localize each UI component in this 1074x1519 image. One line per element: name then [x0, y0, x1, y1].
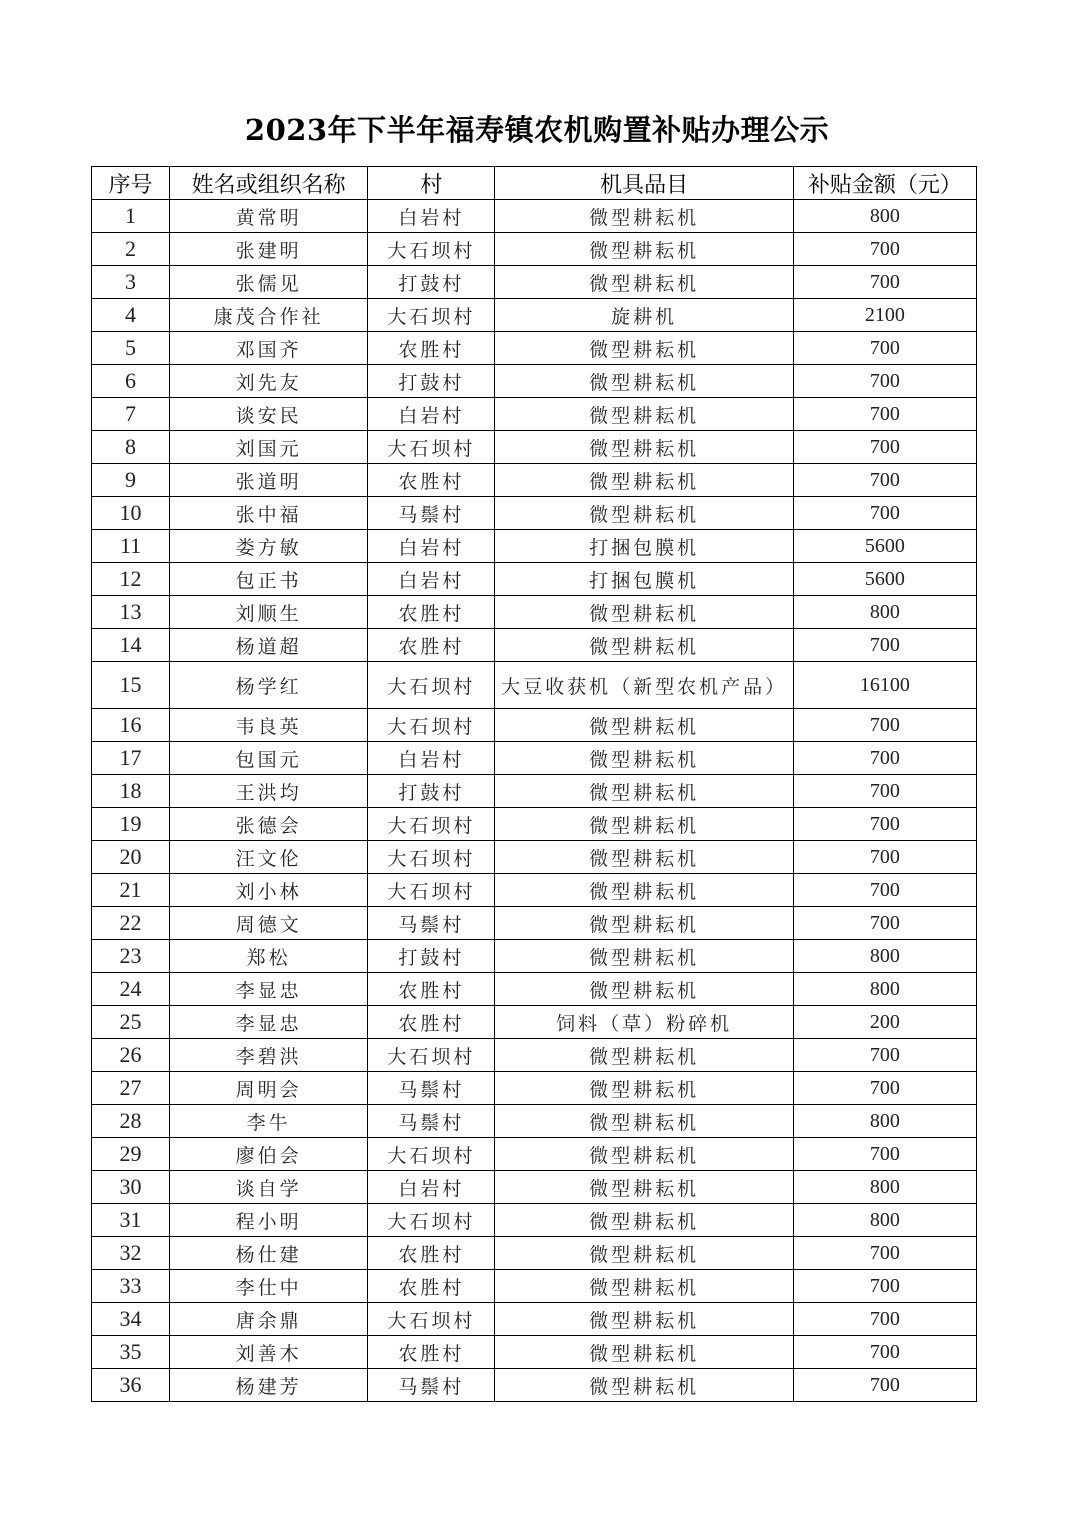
table-row — [92, 1171, 977, 1204]
cell-serial: 1 — [92, 200, 170, 233]
cell-serial: 26 — [92, 1039, 170, 1072]
cell-name: 李显忠 — [170, 1006, 368, 1039]
cell-amount: 700 — [793, 464, 976, 497]
cell-machine: 微型耕耘机 — [495, 1237, 793, 1270]
cell-name: 包正书 — [170, 563, 368, 596]
cell-machine: 微型耕耘机 — [495, 1138, 793, 1171]
table-row — [92, 497, 977, 530]
table-row — [92, 907, 977, 940]
table-row — [92, 1237, 977, 1270]
table-row — [92, 662, 977, 709]
cell-machine: 微型耕耘机 — [495, 1336, 793, 1369]
cell-amount: 700 — [793, 431, 976, 464]
table-row — [92, 1303, 977, 1336]
cell-name: 娄方敏 — [170, 530, 368, 563]
cell-amount: 700 — [793, 1336, 976, 1369]
cell-machine: 微型耕耘机 — [495, 1171, 793, 1204]
cell-name: 汪文伦 — [170, 841, 368, 874]
cell-amount: 800 — [793, 973, 976, 1006]
cell-machine: 微型耕耘机 — [495, 841, 793, 874]
cell-machine: 微型耕耘机 — [495, 1039, 793, 1072]
cell-name: 黄常明 — [170, 200, 368, 233]
cell-amount: 700 — [793, 266, 976, 299]
cell-name: 刘善木 — [170, 1336, 368, 1369]
table-row — [92, 563, 977, 596]
cell-machine: 微型耕耘机 — [495, 940, 793, 973]
cell-village: 大石坝村 — [368, 1303, 495, 1336]
cell-amount: 800 — [793, 1171, 976, 1204]
cell-village: 白岩村 — [368, 398, 495, 431]
cell-machine: 微型耕耘机 — [495, 365, 793, 398]
table-header-row — [92, 167, 977, 200]
table-row — [92, 1072, 977, 1105]
cell-village: 大石坝村 — [368, 431, 495, 464]
cell-amount: 700 — [793, 332, 976, 365]
cell-serial: 32 — [92, 1237, 170, 1270]
cell-amount: 700 — [793, 1138, 976, 1171]
table-row — [92, 1204, 977, 1237]
cell-village: 马鬃村 — [368, 1072, 495, 1105]
cell-machine: 微型耕耘机 — [495, 1369, 793, 1402]
cell-village: 打鼓村 — [368, 940, 495, 973]
table-row — [92, 775, 977, 808]
cell-machine: 微型耕耘机 — [495, 464, 793, 497]
cell-name: 周德文 — [170, 907, 368, 940]
cell-name: 郑松 — [170, 940, 368, 973]
cell-village: 马鬃村 — [368, 1105, 495, 1138]
cell-village: 农胜村 — [368, 596, 495, 629]
cell-machine: 微型耕耘机 — [495, 431, 793, 464]
cell-machine: 微型耕耘机 — [495, 874, 793, 907]
cell-machine: 微型耕耘机 — [495, 233, 793, 266]
cell-machine: 微型耕耘机 — [495, 709, 793, 742]
cell-amount: 700 — [793, 1369, 976, 1402]
cell-machine: 微型耕耘机 — [495, 907, 793, 940]
header-amount: 补贴金额（元） — [793, 167, 976, 200]
cell-machine: 微型耕耘机 — [495, 398, 793, 431]
cell-name: 廖伯会 — [170, 1138, 368, 1171]
cell-amount: 700 — [793, 398, 976, 431]
cell-machine: 微型耕耘机 — [495, 1303, 793, 1336]
cell-machine: 微型耕耘机 — [495, 200, 793, 233]
cell-name: 张道明 — [170, 464, 368, 497]
cell-name: 张儒见 — [170, 266, 368, 299]
table-row — [92, 431, 977, 464]
cell-name: 杨学红 — [170, 662, 368, 709]
cell-amount: 700 — [793, 1270, 976, 1303]
cell-serial: 34 — [92, 1303, 170, 1336]
cell-amount: 200 — [793, 1006, 976, 1039]
cell-serial: 29 — [92, 1138, 170, 1171]
cell-machine: 微型耕耘机 — [495, 1270, 793, 1303]
cell-amount: 700 — [793, 365, 976, 398]
cell-village: 打鼓村 — [368, 266, 495, 299]
cell-machine: 饲料（草）粉碎机 — [495, 1006, 793, 1039]
cell-serial: 7 — [92, 398, 170, 431]
cell-amount: 700 — [793, 497, 976, 530]
cell-name: 李仕中 — [170, 1270, 368, 1303]
table-row — [92, 841, 977, 874]
cell-serial: 6 — [92, 365, 170, 398]
cell-machine: 打捆包膜机 — [495, 530, 793, 563]
cell-serial: 16 — [92, 709, 170, 742]
table-row — [92, 266, 977, 299]
header-serial: 序号 — [92, 167, 170, 200]
cell-village: 农胜村 — [368, 464, 495, 497]
cell-serial: 22 — [92, 907, 170, 940]
cell-village: 白岩村 — [368, 1171, 495, 1204]
cell-village: 农胜村 — [368, 1270, 495, 1303]
table-row — [92, 1105, 977, 1138]
cell-serial: 5 — [92, 332, 170, 365]
cell-village: 大石坝村 — [368, 662, 495, 709]
cell-serial: 14 — [92, 629, 170, 662]
cell-serial: 13 — [92, 596, 170, 629]
cell-village: 打鼓村 — [368, 775, 495, 808]
cell-machine: 微型耕耘机 — [495, 742, 793, 775]
table-row — [92, 1369, 977, 1402]
cell-village: 大石坝村 — [368, 808, 495, 841]
cell-village: 大石坝村 — [368, 1204, 495, 1237]
cell-name: 张中福 — [170, 497, 368, 530]
cell-machine: 微型耕耘机 — [495, 973, 793, 1006]
cell-serial: 15 — [92, 662, 170, 709]
cell-serial: 33 — [92, 1270, 170, 1303]
cell-village: 马鬃村 — [368, 1369, 495, 1402]
cell-amount: 700 — [793, 841, 976, 874]
cell-village: 白岩村 — [368, 200, 495, 233]
cell-village: 大石坝村 — [368, 709, 495, 742]
cell-village: 大石坝村 — [368, 874, 495, 907]
table-row — [92, 596, 977, 629]
table-row — [92, 200, 977, 233]
cell-village: 大石坝村 — [368, 299, 495, 332]
cell-machine: 微型耕耘机 — [495, 1105, 793, 1138]
cell-machine: 微型耕耘机 — [495, 629, 793, 662]
table-row — [92, 1006, 977, 1039]
cell-serial: 30 — [92, 1171, 170, 1204]
cell-village: 打鼓村 — [368, 365, 495, 398]
cell-amount: 800 — [793, 1105, 976, 1138]
cell-amount: 700 — [793, 233, 976, 266]
cell-serial: 18 — [92, 775, 170, 808]
cell-name: 李牛 — [170, 1105, 368, 1138]
cell-amount: 800 — [793, 596, 976, 629]
cell-amount: 800 — [793, 1204, 976, 1237]
cell-village: 农胜村 — [368, 332, 495, 365]
cell-name: 刘国元 — [170, 431, 368, 464]
header-machine: 机具品目 — [495, 167, 793, 200]
cell-village: 白岩村 — [368, 742, 495, 775]
table-row — [92, 398, 977, 431]
header-village: 村 — [368, 167, 495, 200]
table-row — [92, 709, 977, 742]
cell-name: 李显忠 — [170, 973, 368, 1006]
cell-name: 刘先友 — [170, 365, 368, 398]
cell-serial: 11 — [92, 530, 170, 563]
table-row — [92, 299, 977, 332]
cell-amount: 5600 — [793, 563, 976, 596]
table-row — [92, 874, 977, 907]
table-row — [92, 332, 977, 365]
cell-name: 包国元 — [170, 742, 368, 775]
table-row — [92, 1039, 977, 1072]
cell-amount: 700 — [793, 808, 976, 841]
cell-village: 农胜村 — [368, 1336, 495, 1369]
table-row — [92, 1336, 977, 1369]
cell-name: 杨建芳 — [170, 1369, 368, 1402]
cell-village: 农胜村 — [368, 629, 495, 662]
table-row — [92, 940, 977, 973]
cell-amount: 2100 — [793, 299, 976, 332]
cell-serial: 21 — [92, 874, 170, 907]
cell-name: 张德会 — [170, 808, 368, 841]
cell-machine: 微型耕耘机 — [495, 266, 793, 299]
table-row — [92, 629, 977, 662]
cell-village: 大石坝村 — [368, 1039, 495, 1072]
cell-serial: 20 — [92, 841, 170, 874]
cell-machine: 大豆收获机（新型农机产品） — [495, 662, 793, 709]
cell-amount: 700 — [793, 1237, 976, 1270]
cell-village: 农胜村 — [368, 1006, 495, 1039]
cell-machine: 微型耕耘机 — [495, 775, 793, 808]
header-name: 姓名或组织名称 — [170, 167, 368, 200]
cell-serial: 19 — [92, 808, 170, 841]
cell-name: 邓国齐 — [170, 332, 368, 365]
cell-serial: 2 — [92, 233, 170, 266]
cell-village: 大石坝村 — [368, 841, 495, 874]
cell-name: 杨仕建 — [170, 1237, 368, 1270]
cell-machine: 微型耕耘机 — [495, 808, 793, 841]
cell-serial: 9 — [92, 464, 170, 497]
cell-amount: 700 — [793, 1072, 976, 1105]
cell-serial: 25 — [92, 1006, 170, 1039]
cell-amount: 700 — [793, 629, 976, 662]
table-row — [92, 742, 977, 775]
cell-machine: 打捆包膜机 — [495, 563, 793, 596]
table-row — [92, 973, 977, 1006]
cell-amount: 700 — [793, 907, 976, 940]
table-body — [92, 200, 977, 1402]
cell-machine: 微型耕耘机 — [495, 596, 793, 629]
cell-name: 韦良英 — [170, 709, 368, 742]
cell-serial: 10 — [92, 497, 170, 530]
cell-amount: 800 — [793, 200, 976, 233]
cell-serial: 35 — [92, 1336, 170, 1369]
cell-village: 马鬃村 — [368, 497, 495, 530]
cell-name: 张建明 — [170, 233, 368, 266]
cell-name: 唐余鼎 — [170, 1303, 368, 1336]
cell-serial: 24 — [92, 973, 170, 1006]
document-title: 2023年下半年福寿镇农机购置补贴办理公示 — [244, 113, 830, 147]
cell-amount: 5600 — [793, 530, 976, 563]
cell-serial: 4 — [92, 299, 170, 332]
cell-amount: 700 — [793, 775, 976, 808]
cell-amount: 700 — [793, 1303, 976, 1336]
cell-village: 大石坝村 — [368, 233, 495, 266]
cell-machine: 微型耕耘机 — [495, 332, 793, 365]
cell-amount: 700 — [793, 709, 976, 742]
cell-serial: 3 — [92, 266, 170, 299]
cell-village: 马鬃村 — [368, 907, 495, 940]
cell-village: 农胜村 — [368, 1237, 495, 1270]
cell-serial: 31 — [92, 1204, 170, 1237]
cell-name: 程小明 — [170, 1204, 368, 1237]
cell-machine: 旋耕机 — [495, 299, 793, 332]
subsidy-table — [91, 166, 977, 1402]
table-row — [92, 1270, 977, 1303]
cell-name: 周明会 — [170, 1072, 368, 1105]
cell-machine: 微型耕耘机 — [495, 1204, 793, 1237]
table-row — [92, 365, 977, 398]
cell-village: 白岩村 — [368, 530, 495, 563]
cell-serial: 17 — [92, 742, 170, 775]
cell-name: 谈安民 — [170, 398, 368, 431]
cell-serial: 28 — [92, 1105, 170, 1138]
table-row — [92, 464, 977, 497]
cell-amount: 700 — [793, 742, 976, 775]
cell-amount: 700 — [793, 1039, 976, 1072]
cell-name: 杨道超 — [170, 629, 368, 662]
cell-amount: 16100 — [793, 662, 976, 709]
table-row — [92, 233, 977, 266]
cell-machine: 微型耕耘机 — [495, 497, 793, 530]
table-row — [92, 808, 977, 841]
cell-serial: 23 — [92, 940, 170, 973]
cell-name: 谈自学 — [170, 1171, 368, 1204]
cell-village: 大石坝村 — [368, 1138, 495, 1171]
cell-name: 刘小林 — [170, 874, 368, 907]
cell-name: 康茂合作社 — [170, 299, 368, 332]
cell-serial: 8 — [92, 431, 170, 464]
table-row — [92, 530, 977, 563]
cell-amount: 800 — [793, 940, 976, 973]
cell-serial: 27 — [92, 1072, 170, 1105]
cell-name: 刘顺生 — [170, 596, 368, 629]
cell-serial: 36 — [92, 1369, 170, 1402]
cell-amount: 700 — [793, 874, 976, 907]
cell-name: 李碧洪 — [170, 1039, 368, 1072]
cell-village: 农胜村 — [368, 973, 495, 1006]
cell-name: 王洪均 — [170, 775, 368, 808]
cell-machine: 微型耕耘机 — [495, 1072, 793, 1105]
cell-village: 白岩村 — [368, 563, 495, 596]
cell-serial: 12 — [92, 563, 170, 596]
table-row — [92, 1138, 977, 1171]
